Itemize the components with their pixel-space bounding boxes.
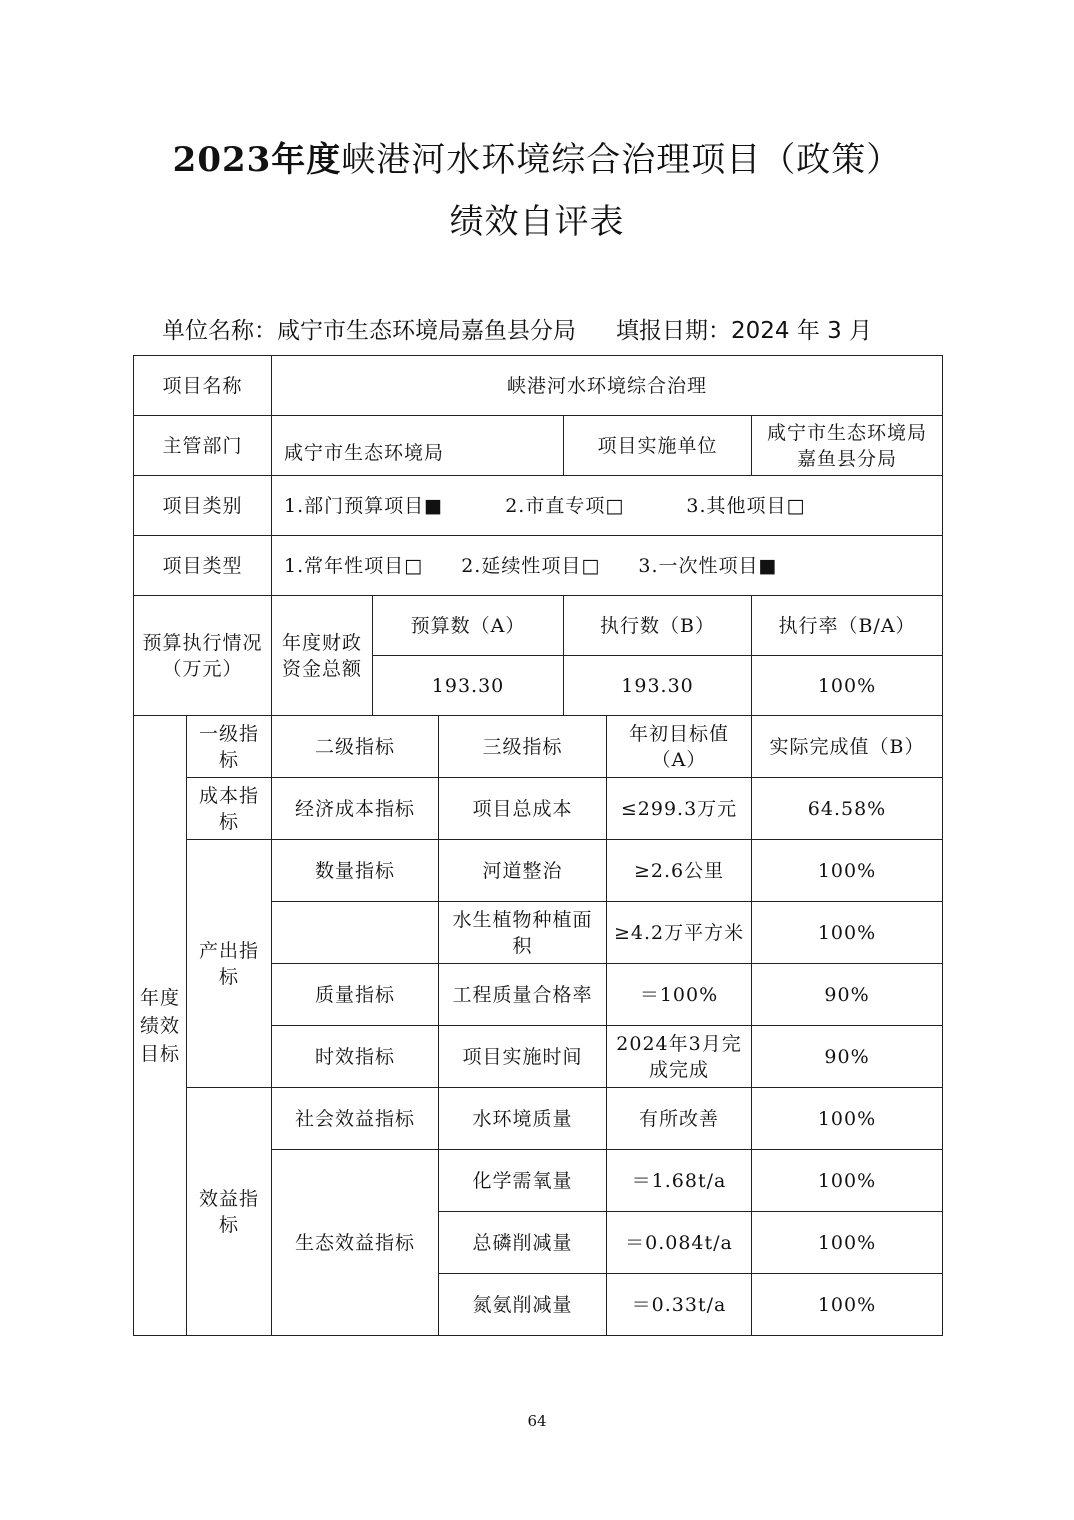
title-name: 峡港河水环境综合治理项目（政策） — [341, 140, 902, 180]
row-level2: 质量指标 — [272, 964, 439, 1026]
fill-date: 填报日期：2024 年 3 月 — [616, 318, 873, 344]
row-target: ＝0.33t/a — [607, 1274, 752, 1336]
row-target: 有所改善 — [607, 1088, 752, 1150]
rate-value: 100% — [752, 656, 943, 716]
row-level2: 社会效益指标 — [272, 1088, 439, 1150]
exec-b-value: 193.30 — [564, 656, 752, 716]
row-target: ≥4.2万平方米 — [607, 902, 752, 964]
budget-a-value: 193.30 — [373, 656, 564, 716]
row-actual: 64.58% — [752, 778, 943, 840]
row-level2: 经济成本指标 — [272, 778, 439, 840]
row-actual: 100% — [752, 902, 943, 964]
row-target: ＝100% — [607, 964, 752, 1026]
meta-line — [162, 312, 872, 345]
project-name-label: 项目名称 — [134, 356, 272, 416]
header-level1: 一级指标 — [187, 716, 272, 778]
row-level2 — [272, 902, 439, 964]
project-name-value: 峡港河水环境综合治理 — [272, 356, 943, 416]
header-level2: 二级指标 — [272, 716, 439, 778]
row-level2: 时效指标 — [272, 1026, 439, 1088]
row-actual: 90% — [752, 964, 943, 1026]
row-actual: 90% — [752, 1026, 943, 1088]
row-actual: 100% — [752, 1274, 943, 1336]
row-actual: 100% — [752, 1212, 943, 1274]
row-level3: 工程质量合格率 — [439, 964, 607, 1026]
row-actual: 100% — [752, 840, 943, 902]
row-target: ＝0.084t/a — [607, 1212, 752, 1274]
type-option-continuing: 2.延续性项目□ — [461, 554, 601, 577]
row-target: ≤299.3万元 — [607, 778, 752, 840]
row-level3: 水生植物种植面积 — [439, 902, 607, 964]
row-actual: 100% — [752, 1088, 943, 1150]
document-subtitle: 绩效自评表 — [449, 202, 625, 242]
type-options — [272, 536, 943, 596]
impl-label: 项目实施单位 — [564, 416, 752, 476]
row-target: ≥2.6公里 — [607, 840, 752, 902]
rate-label: 执行率（B/A） — [752, 596, 943, 656]
dept-label: 主管部门 — [134, 416, 272, 476]
type-option-onetime: 3.一次性项目■ — [638, 554, 778, 577]
row-level2: 生态效益指标 — [272, 1150, 439, 1336]
type-label: 项目类型 — [134, 536, 272, 596]
cost-indicator-label: 成本指标 — [187, 778, 272, 840]
row-level2: 数量指标 — [272, 840, 439, 902]
row-actual: 100% — [752, 1150, 943, 1212]
page-number: 64 — [527, 1412, 547, 1430]
budget-label: 预算执行情况（万元） — [134, 596, 272, 716]
row-level3: 水环境质量 — [439, 1088, 607, 1150]
annual-fund-label: 年度财政资金总额 — [272, 596, 373, 716]
row-level3: 河道整治 — [439, 840, 607, 902]
goals-label: 年度绩效目标 — [134, 716, 187, 1336]
output-indicator-label: 产出指标 — [187, 840, 272, 1088]
impl-value: 咸宁市生态环境局嘉鱼县分局 — [752, 416, 943, 476]
row-level3: 项目实施时间 — [439, 1026, 607, 1088]
row-target: ＝1.68t/a — [607, 1150, 752, 1212]
category-option-dept: 1.部门预算项目■ — [284, 494, 444, 517]
row-level3: 化学需氧量 — [439, 1150, 607, 1212]
header-level3: 三级指标 — [439, 716, 607, 778]
header-target: 年初目标值（A） — [607, 716, 752, 778]
title-year: 2023年度 — [172, 140, 342, 180]
budget-a-label: 预算数（A） — [373, 596, 564, 656]
benefit-indicator-label: 效益指标 — [187, 1088, 272, 1336]
category-options — [272, 476, 943, 536]
category-label: 项目类别 — [134, 476, 272, 536]
row-target: 2024年3月完成完成 — [607, 1026, 752, 1088]
document-title — [0, 132, 1074, 181]
type-option-annual: 1.常年性项目□ — [284, 554, 424, 577]
row-level3: 项目总成本 — [439, 778, 607, 840]
dept-value: 咸宁市生态环境局 — [272, 416, 564, 476]
unit-name: 单位名称：咸宁市生态环境局嘉鱼县分局 — [162, 318, 576, 344]
row-level3: 氮氨削减量 — [439, 1274, 607, 1336]
category-option-city: 2.市直专项□ — [505, 494, 625, 517]
category-option-other: 3.其他项目□ — [686, 494, 806, 517]
evaluation-table — [133, 355, 943, 1336]
header-actual: 实际完成值（B） — [752, 716, 943, 778]
row-level3: 总磷削减量 — [439, 1212, 607, 1274]
exec-b-label: 执行数（B） — [564, 596, 752, 656]
